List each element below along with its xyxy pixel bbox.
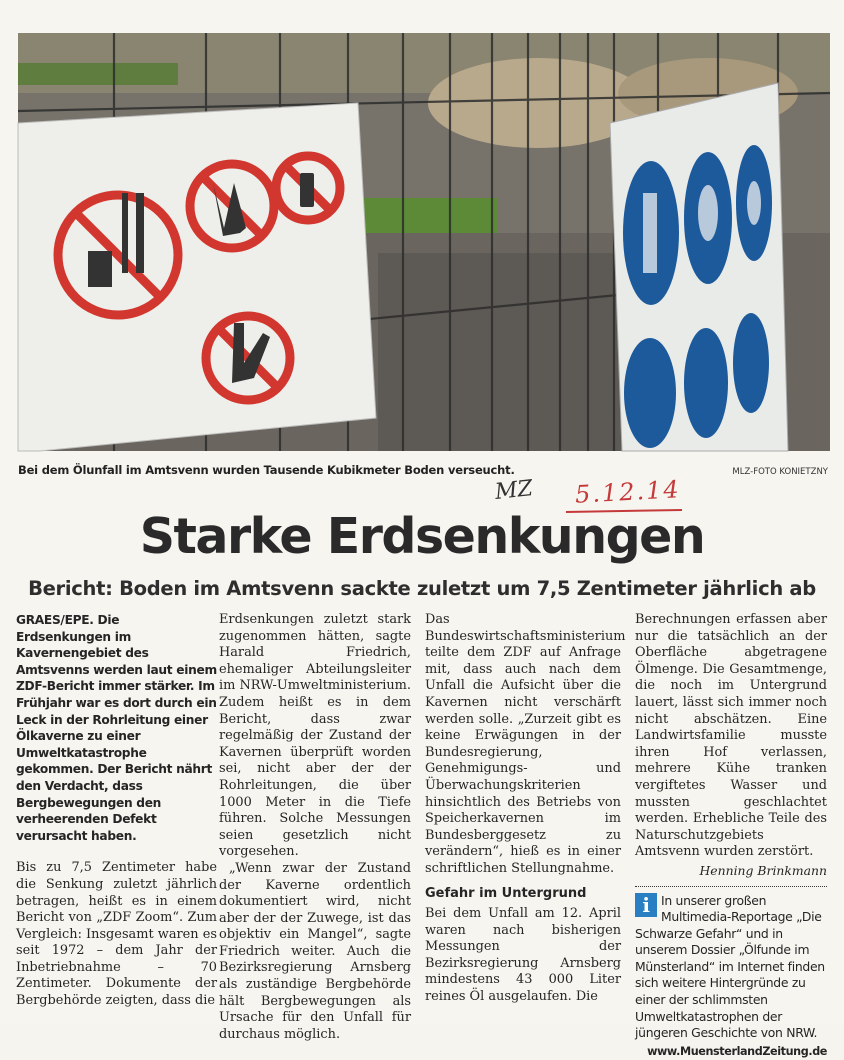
- photo-caption: Bei dem Ölunfall im Amtsvenn wurden Tausende Kubikmeter Boden verseucht.: [18, 463, 515, 477]
- handwritten-paper-mark: MZ: [493, 476, 535, 505]
- article-paragraph-2: „Wenn zwar der Zustand der Kaverne ordentlich dokumentiert wird, nicht aber der der Zuwege, ist das objektiv ein Mangel“, sagte Friedrich weiter. Auch die Bezirksregierung Arnsberg als zuständige Bergbehörde hält Bergbewegungen als Ursache für den Unfall für durchaus möglich.: [219, 860, 411, 1042]
- article-column-4: [635, 612, 827, 1058]
- article-author: Henning Brinkmann: [699, 862, 827, 878]
- article-column-2: [219, 612, 411, 1042]
- handwritten-date: 5.12.14: [574, 475, 682, 509]
- article-subheadline: Bericht: Boden im Amtsvenn sackte zuletzt um 7,5 Zentimeter jährlich ab: [28, 577, 816, 600]
- article-photo: [18, 33, 830, 451]
- article-lead: GRAES/EPE. Die Erdsenkungen im Kavernengebiet des Amtsvenns werden laut einem ZDF-Bericht immer stärker. Im Frühjahr war es dort durch ein Leck in der Rohrleitung einer Ölkaverne zu einer Umweltkatastrophe gekommen. Der Bericht nährt den Verdacht, dass Bergbewegungen den verheerenden Defekt verursacht haben.: [16, 613, 217, 843]
- article-subhead: Gefahr im Untergrund: [425, 885, 587, 901]
- infobox-text: In unserer großen Multimedia-Reportage „Die Schwarze Gefahr“ und in unserem Dossier „Ölfunde im Münsterland“ im Internet finden sich weitere Hintergründe zu einer der schlimmsten Umweltkatastrophen der jüngeren Geschichte von NRW.: [635, 892, 825, 1041]
- article-paragraph-1: Bis zu 7,5 Zentimeter habe die Senkung zuletzt jährlich betragen, heißt es in einem Bericht von „ZDF Zoom“. Zum Vergleich: Insgesamt waren es seit 1972 – dem Jahr der Inbetriebnahme – 70 Zentimeter. Dokumente der Bergbehörde zeigten, dass die: [16, 860, 217, 1009]
- infobox: [635, 893, 827, 1042]
- article-headline: Starke Erdsenkungen: [139, 508, 705, 565]
- article-paragraph-1-cont: Erdsenkungen zuletzt stark zugenommen hätten, sagte Harald Friedrich, ehemaliger Abteilungsleiter im NRW-Umweltministerium. Zudem heißt es in dem Bericht, dass zwar regelmäßig der Zustand der Kavernen überprüft worden sei, nicht aber der der Rohrleitungen, die über 1000 Meter in die Tiefe führen. Solche Messungen seien gesetzlich nicht vorgesehen.: [219, 612, 411, 860]
- website-url: www.MuensterlandZeitung.de: [647, 1044, 827, 1058]
- article-paragraph-4-cont: Berechnungen erfassen aber nur die tatsächlich an der Oberfläche abgetragene Ölmenge. Die Gesamtmenge, die noch im Untergrund lauert, lässt sich immer noch nicht abschätzen. Eine Landwirtsfamilie musste ihren Hof verlassen, mehrere Kühe tranken vergiftetes Wasser und mussten geschlachtet werden. Erhebliche Teile des Naturschutzgebiets Amtsvenn wurden zerstört.: [635, 612, 827, 860]
- photo-credit: MLZ-FOTO KONIETZNY: [732, 467, 828, 477]
- paragraph-gap: [16, 844, 217, 860]
- info-icon: i: [635, 893, 657, 917]
- dotted-divider: [635, 886, 827, 887]
- fence-signs-photo: [18, 33, 830, 451]
- article-paragraph-4: Bei dem Unfall am 12. April waren nach bisherigen Messungen der Bezirksregierung Arnsberg mindestens 43 000 Liter reines Öl ausgelaufen. Die: [425, 906, 621, 1005]
- article-paragraph-3-cont: Das Bundeswirtschaftsministerium teilte dem ZDF auf Anfrage mit, dass auch nach dem Unfall die Aufsicht über die Kavernen nicht verschärft werden solle. „Zurzeit gibt es keine Erwägungen in der Bundesregierung, Genehmigungs- und Überwachungskriterien hinsichtlich des Betriebs von Speicherkavernen im Bundesberggesetz zu verändern“, hieß es in einer schriftlichen Stellungnahme.: [425, 612, 626, 876]
- article-column-1: [16, 612, 217, 1010]
- article-column-3: [425, 612, 626, 1006]
